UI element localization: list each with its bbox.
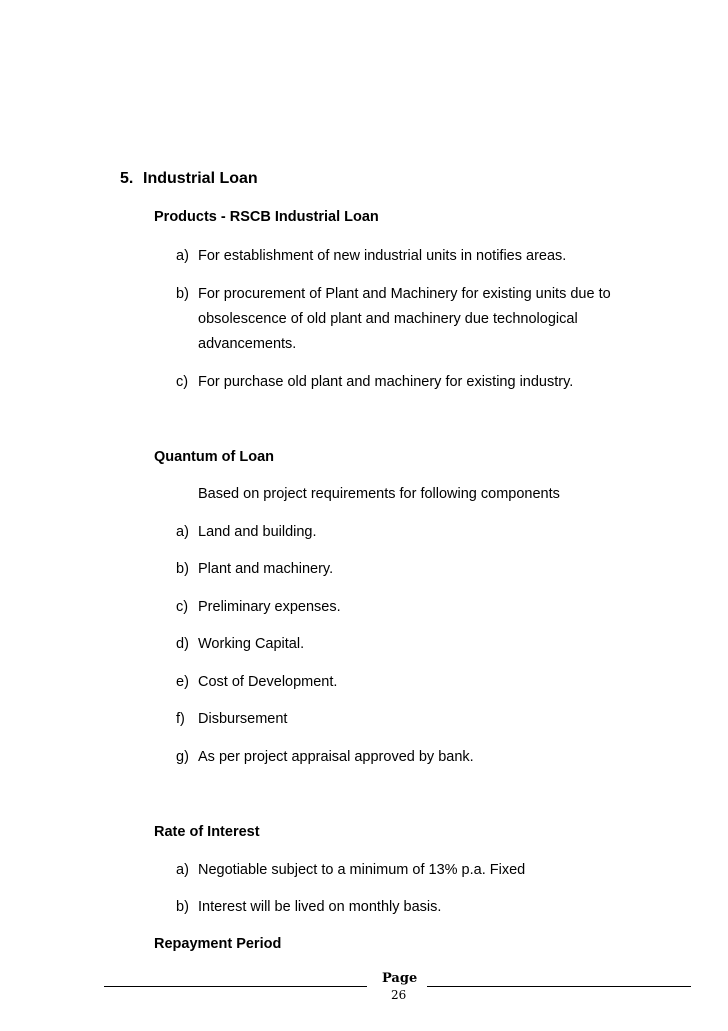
rate-heading: Rate of Interest [154, 824, 260, 840]
quantum-item-g-label: g) [176, 749, 189, 765]
footer-page-label: Page [382, 971, 418, 986]
quantum-item-c-text: Preliminary expenses. [198, 599, 341, 615]
products-item-a-text: For establishment of new industrial units in notifies areas. [198, 248, 567, 264]
footer-page-number: 26 [391, 988, 407, 1002]
products-item-b-line-1: For procurement of Plant and Machinery for existing units due to [198, 286, 611, 302]
quantum-item-e-label: e) [176, 674, 189, 690]
quantum-item-b-text: Plant and machinery. [198, 561, 334, 577]
rate-item-b-text: Interest will be lived on monthly basis. [198, 899, 442, 915]
products-item-b-label: b) [176, 286, 189, 302]
quantum-item-c-label: c) [176, 599, 189, 615]
quantum-item-d-text: Working Capital. [198, 636, 305, 652]
products-item-c-label: c) [176, 374, 189, 390]
quantum-item-d-label: d) [176, 636, 189, 652]
quantum-item-g-text: As per project appraisal approved by bank. [198, 749, 474, 765]
products-item-c-text: For purchase old plant and machinery for existing industry. [198, 374, 574, 390]
quantum-item-a-label: a) [176, 524, 189, 540]
quantum-item-e-text: Cost of Development. [198, 674, 338, 690]
quantum-item-a-text: Land and building. [198, 524, 317, 540]
products-heading: Products - RSCB Industrial Loan [154, 209, 379, 225]
repayment-heading: Repayment Period [154, 936, 282, 952]
rate-item-a-text: Negotiable subject to a minimum of 13% p.a. Fixed [198, 862, 526, 878]
section-number: 5. [120, 170, 134, 187]
footer-rule-left [104, 986, 367, 987]
footer-rule-right [427, 986, 691, 987]
quantum-intro: Based on project requirements for following components [198, 486, 560, 502]
section-title: Industrial Loan [143, 170, 258, 187]
products-item-a-label: a) [176, 248, 189, 264]
quantum-item-f-label: f) [176, 711, 185, 727]
products-item-b-line-2: obsolescence of old plant and machinery due technological [198, 311, 578, 327]
rate-item-a-label: a) [176, 862, 189, 878]
quantum-heading: Quantum of Loan [154, 449, 275, 465]
products-item-b-line-3: advancements. [198, 336, 297, 352]
rate-item-b-label: b) [176, 899, 189, 915]
quantum-item-b-label: b) [176, 561, 189, 577]
quantum-item-f-text: Disbursement [198, 711, 288, 727]
